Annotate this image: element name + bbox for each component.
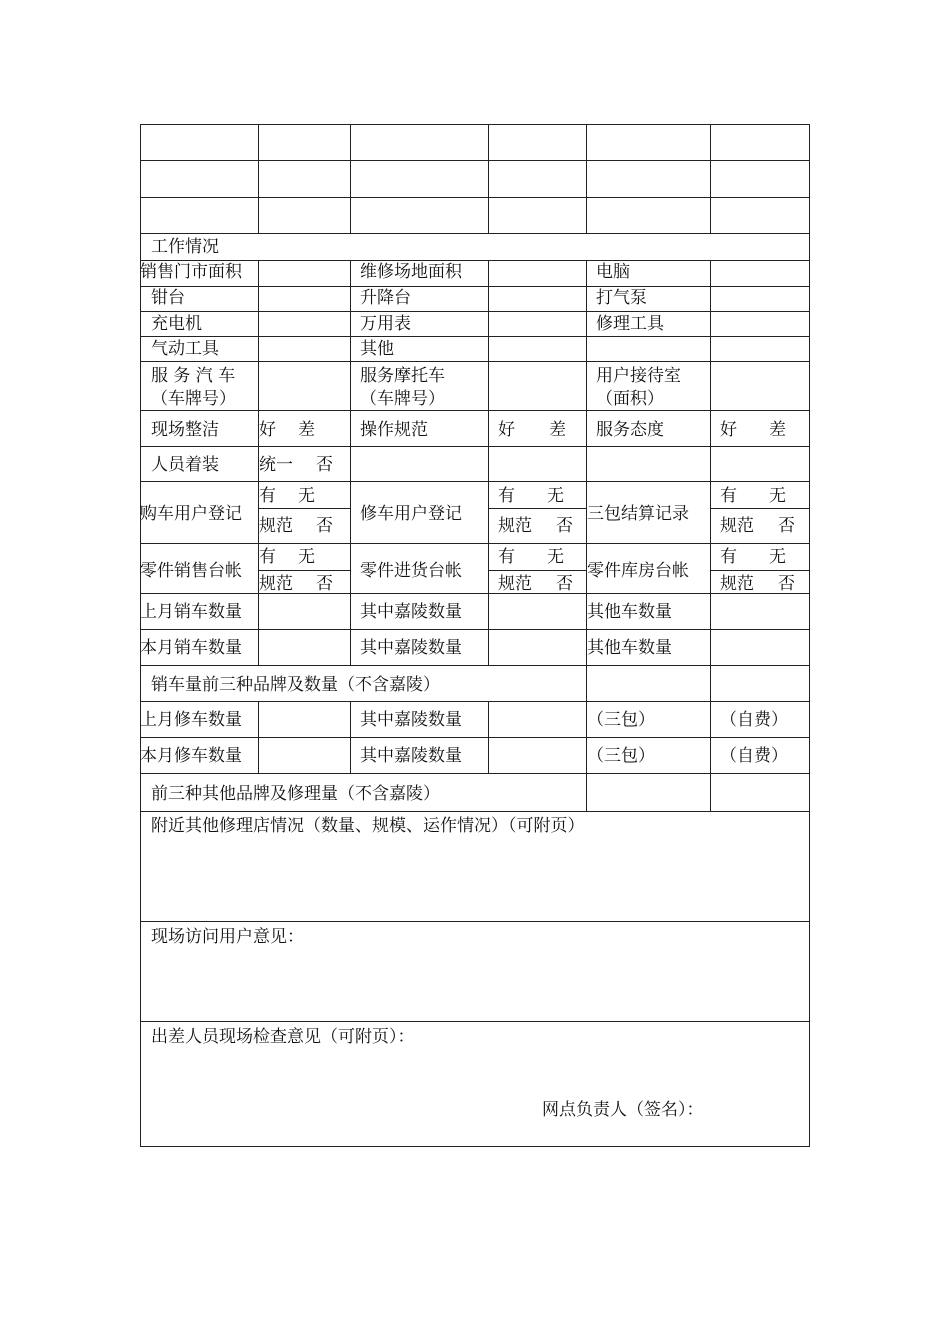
option-none[interactable]: 无: [547, 486, 564, 506]
option-none[interactable]: 无: [298, 547, 315, 567]
option-bad[interactable]: 差: [769, 420, 786, 440]
label-pneumatic-tools: 气动工具: [151, 339, 219, 359]
label-lift: 升降台: [360, 288, 411, 308]
label-purchase-register: 购车用户登记: [140, 504, 242, 524]
grid-line-vertical: [710, 701, 711, 774]
label-service-attitude: 服务态度: [596, 420, 664, 440]
grid-line-vertical: [258, 124, 259, 234]
grid-line-horizontal: [488, 570, 587, 571]
label-computer: 电脑: [596, 262, 630, 282]
grid-line-vertical: [488, 701, 489, 774]
grid-line-horizontal: [488, 508, 587, 509]
option-has[interactable]: 有: [259, 486, 276, 506]
option-good[interactable]: 好: [259, 420, 276, 440]
grid-line-vertical: [586, 124, 587, 234]
option-standard[interactable]: 规范: [498, 516, 532, 536]
label-parts-sales-ledger: 零件销售台帐: [140, 561, 242, 581]
option-good[interactable]: 好: [720, 420, 737, 440]
section-title: 工作情况: [151, 237, 219, 257]
label-store-area: 销售门市面积: [140, 262, 242, 282]
label-reception-area: （面积）: [596, 389, 664, 409]
grid-line-vertical: [488, 124, 489, 234]
option-uniform-no[interactable]: 否: [316, 455, 333, 475]
grid-line-vertical: [488, 260, 489, 666]
grid-line-vertical: [710, 124, 711, 234]
label-uniform: 人员着装: [151, 455, 219, 475]
label-multimeter: 万用表: [360, 314, 411, 334]
option-standard[interactable]: 规范: [720, 574, 754, 594]
grid-line-horizontal: [140, 921, 810, 922]
label-warranty: （三包）: [587, 746, 655, 766]
option-bad[interactable]: 差: [549, 420, 566, 440]
label-signature: 网点负责人（签名）：: [542, 1100, 704, 1120]
label-service-car-plate: （车牌号）: [151, 389, 236, 409]
label-repair-tools: 修理工具: [596, 314, 664, 334]
option-not-standard[interactable]: 否: [316, 516, 333, 536]
grid-line-vertical: [809, 124, 810, 1147]
label-air-pump: 打气泵: [596, 288, 647, 308]
option-not-standard[interactable]: 否: [316, 574, 333, 594]
option-not-standard[interactable]: 否: [556, 574, 573, 594]
label-parts-purchase-ledger: 零件进货台帐: [360, 561, 462, 581]
option-has[interactable]: 有: [498, 486, 515, 506]
label-site-clean: 现场整洁: [151, 420, 219, 440]
label-last-month-sales: 上月销车数量: [140, 602, 242, 622]
grid-line-horizontal: [710, 508, 810, 509]
option-has[interactable]: 有: [720, 486, 737, 506]
label-inspector-opinion: 出差人员现场检查意见（可附页）：: [151, 1027, 415, 1047]
grid-line-vertical: [710, 665, 711, 702]
label-other-count: 其他车数量: [587, 638, 672, 658]
option-none[interactable]: 无: [769, 547, 786, 567]
label-repair-area: 维修场地面积: [360, 262, 462, 282]
label-charger: 充电机: [151, 314, 202, 334]
option-not-standard[interactable]: 否: [778, 516, 795, 536]
option-good[interactable]: 好: [498, 420, 515, 440]
option-has[interactable]: 有: [720, 547, 737, 567]
label-this-month-repairs: 本月修车数量: [140, 746, 242, 766]
label-last-month-repairs: 上月修车数量: [140, 710, 242, 730]
label-service-moto-plate: （车牌号）: [360, 389, 445, 409]
option-bad[interactable]: 差: [298, 420, 315, 440]
label-jialing-count: 其中嘉陵数量: [360, 710, 462, 730]
option-uniform-yes[interactable]: 统一: [259, 455, 293, 475]
label-self-pay: （自费）: [720, 746, 788, 766]
label-vise-bench: 钳台: [151, 288, 185, 308]
label-jialing-count: 其中嘉陵数量: [360, 746, 462, 766]
grid-line-horizontal: [258, 570, 351, 571]
label-nearby-shops: 附近其他修理店情况（数量、规模、运作情况）（可附页）: [151, 816, 585, 836]
grid-line-vertical: [350, 124, 351, 234]
grid-line-horizontal: [140, 1021, 810, 1022]
option-not-standard[interactable]: 否: [556, 516, 573, 536]
option-none[interactable]: 无: [769, 486, 786, 506]
label-service-moto: 服务摩托车: [360, 366, 445, 386]
label-jialing-count: 其中嘉陵数量: [360, 602, 462, 622]
label-this-month-sales: 本月销车数量: [140, 638, 242, 658]
label-repair-register: 修车用户登记: [360, 504, 462, 524]
label-warranty: （三包）: [587, 710, 655, 730]
grid-line-horizontal: [710, 570, 810, 571]
label-user-opinion: 现场访问用户意见：: [151, 927, 304, 947]
option-none[interactable]: 无: [547, 547, 564, 567]
option-has[interactable]: 有: [498, 547, 515, 567]
option-not-standard[interactable]: 否: [778, 574, 795, 594]
grid-line-horizontal: [140, 1146, 810, 1147]
grid-line-vertical: [586, 665, 587, 702]
option-standard[interactable]: 规范: [720, 516, 754, 536]
label-self-pay: （自费）: [720, 710, 788, 730]
label-top3-sales-brands: 销车量前三种品牌及数量（不含嘉陵）: [151, 675, 440, 695]
grid-line-vertical: [586, 773, 587, 812]
label-top3-repair-brands: 前三种其他品牌及修理量（不含嘉陵）: [151, 784, 440, 804]
label-warranty-record: 三包结算记录: [587, 504, 689, 524]
option-has[interactable]: 有: [259, 547, 276, 567]
label-jialing-count: 其中嘉陵数量: [360, 638, 462, 658]
label-service-car: 服 务 汽 车: [151, 366, 236, 386]
label-other-count: 其他车数量: [587, 602, 672, 622]
grid-line-horizontal: [258, 508, 351, 509]
grid-line-vertical: [258, 701, 259, 774]
grid-line-vertical: [710, 773, 711, 812]
label-parts-warehouse-ledger: 零件库房台帐: [587, 561, 689, 581]
option-none[interactable]: 无: [298, 486, 315, 506]
label-reception-room: 用户接待室: [596, 366, 681, 386]
grid-line-vertical: [710, 260, 711, 666]
option-standard[interactable]: 规范: [498, 574, 532, 594]
inspection-form: [140, 124, 809, 1146]
label-operation: 操作规范: [360, 420, 428, 440]
grid-line-vertical: [350, 701, 351, 774]
grid-line-vertical: [350, 260, 351, 666]
option-standard[interactable]: 规范: [259, 574, 293, 594]
label-other: 其他: [360, 339, 394, 359]
option-standard[interactable]: 规范: [259, 516, 293, 536]
